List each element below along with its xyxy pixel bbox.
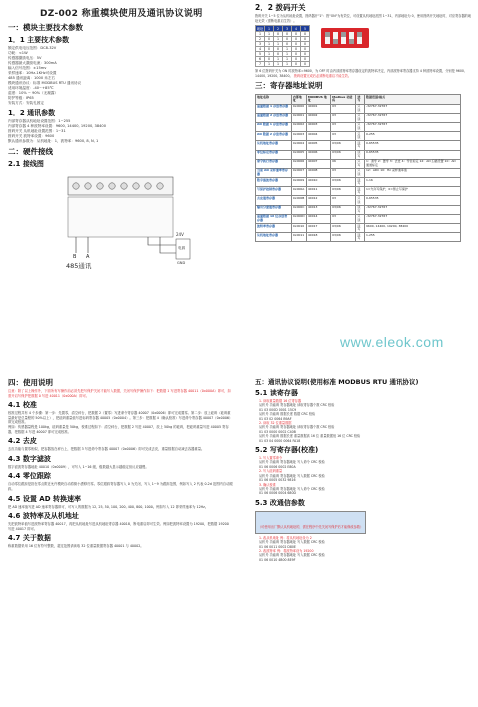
write-protect-warning: 注意：除了以上操作外，下面所有写操作前必须先把写保护关闭才能写入数据，关闭写保护操作如下：把数据 1 写进寄存器 40011（0x000A）即可，如需开启写保护把数据 0 写进 40011（0x000A）即可。 <box>8 389 231 398</box>
example-label: 3. 确认校准 <box>259 482 276 487</box>
table-cell: 0 <box>301 62 310 67</box>
table-cell: 数字滤波寄存器 <box>256 178 292 187</box>
spec-list <box>8 46 220 106</box>
register-row <box>256 233 461 242</box>
left-bottom-column <box>8 375 233 705</box>
table-cell: 0x0010 <box>291 224 306 233</box>
table-cell: 0 <box>283 32 292 37</box>
table-cell: 读写 <box>356 233 365 242</box>
table-cell: 03/06 <box>331 178 356 187</box>
table-cell: 0 <box>265 57 274 62</box>
table-cell: 40018 <box>306 233 330 242</box>
subsection-heading: 5.3 改通信参数 <box>255 498 305 507</box>
table-cell: 只读 <box>356 214 365 223</box>
table-cell: 0 <box>301 57 310 62</box>
table-cell: 03 <box>331 122 356 131</box>
section-heading: 二：硬件接线 <box>8 147 53 156</box>
spec-item: 额定供电电压范围：DC8-32V <box>8 46 57 50</box>
example-send-frame: 01 06 0010 4B00 8E9F <box>259 557 296 562</box>
table-cell: 06 <box>331 159 356 168</box>
table-cell: 0x0003 <box>291 132 306 141</box>
table-cell: 读写 <box>356 141 365 150</box>
example-confirm-calibration <box>259 483 473 496</box>
table-cell: 1 <box>274 57 283 62</box>
table-cell: 只读 <box>356 122 365 131</box>
example-send-header: 从机号 功能码 寄存器地址 写入数据 CRC 校验 <box>259 473 325 478</box>
label-24v: 24V <box>176 232 184 237</box>
table-cell: 40008 <box>306 168 330 177</box>
tare-text: 去皮功能与置零相似，把容器放在秤台上，把数据 3 写进命令寄存器 40007（0x0006）即可完成去皮，重量数据自动减去容器重量。 <box>8 447 205 452</box>
table-cell: 0 <box>265 47 274 52</box>
table-cell: 读写 <box>356 224 365 233</box>
dip-header-cell: 1 <box>265 26 274 32</box>
table-cell: 波特率寄存器 <box>256 224 292 233</box>
table-cell: 零位标定寄存器 <box>256 150 292 159</box>
highlight-note <box>255 511 366 534</box>
table-cell: -32767-32767 <box>365 214 461 223</box>
spec-item: 适用环境温度：-40~+85℃ <box>8 86 54 90</box>
register-row <box>256 168 461 177</box>
table-cell: 1：清零 2：置零 3：去皮 4：零位标定 12：AD 扫描设置 10：AD 通道标定 <box>365 159 461 168</box>
table-cell: 从机地址寄存器 <box>256 233 292 242</box>
register-row <box>256 132 461 141</box>
dip-header-cell: 5 <box>301 26 310 32</box>
dip-header-cell: 3 <box>283 26 292 32</box>
table-cell: 重量数据 2 存放寄存器 <box>256 113 292 122</box>
wiring-diagram <box>8 173 188 268</box>
subsection-heading: 1．2 通讯参数 <box>8 109 56 117</box>
table-cell: 1 <box>265 52 274 57</box>
example-label: 1. 改从机地址 例：将从机地址设为 2 <box>259 535 312 540</box>
dip-table <box>255 25 310 67</box>
module-body <box>68 197 173 237</box>
table-cell: 40006 <box>306 150 330 159</box>
register-header-cell: 地址名称 <box>256 95 292 104</box>
example-send-frame: 01 06 0006 0004 680D <box>259 491 296 496</box>
table-cell: 0x000B <box>291 196 306 205</box>
example-send-frame: 01 03 0000 0002 C40B <box>259 429 296 434</box>
table-cell: 0x0009 <box>291 178 306 187</box>
table-cell: 0 <box>301 42 310 47</box>
table-cell: AD 数据 1 存放寄存器 <box>256 122 292 131</box>
example-send-header: 从机号 功能码 寄存器地址 读取寄存器个数 CRC 校验 <box>259 425 335 430</box>
table-cell: 03 <box>331 132 356 141</box>
table-cell: 0 <box>283 37 292 42</box>
table-cell: 40014 <box>306 214 330 223</box>
table-cell: 1=允许写保护，0=禁止写保护 <box>365 187 461 196</box>
table-cell: 0 <box>292 52 301 57</box>
table-cell: 0-65535 <box>365 196 461 205</box>
label-485: 485通讯 <box>66 262 92 270</box>
example-send-header: 从机号 功能码 寄存器地址 写入数据 CRC 校验 <box>259 553 325 558</box>
register-row <box>256 214 461 223</box>
page-title: DZ-002 称重模块使用及通讯协议说明 <box>40 9 203 19</box>
table-cell: 0x000A <box>291 187 306 196</box>
register-header-cell: 数据范围/格式 <box>365 95 461 104</box>
table-cell: 4 <box>256 47 265 52</box>
register-row <box>256 150 461 159</box>
table-cell: 重量数据 16 位存放寄存器 <box>256 214 292 223</box>
example-send-header: 从机号 功能码 寄存器地址 写入数据 CRC 校验 <box>259 540 325 545</box>
comm-item: 内部寄存器从机地址设置范围：1~255 <box>8 119 71 123</box>
example-label: 2. 读取 32 位重量数据 <box>259 421 292 426</box>
table-cell: 40012 <box>306 196 330 205</box>
label-power: 电源 <box>178 246 186 250</box>
table-cell: 40002 <box>306 113 330 122</box>
wiring-diagram-svg <box>8 173 198 273</box>
table-cell: 1 <box>265 42 274 47</box>
example-send-frame: 01 03 000D 0001 15C9 <box>259 407 297 412</box>
register-header-cell: 内部地址 <box>291 95 306 104</box>
zero-track-text: 自动零位跟踪是指在零点附近允许模块自动将微小漂移归零。零位跟踪寄存器写入 0 为关闭，写入 1~9 为跟踪范围，例如写入 2 代表 0.2d 范围内自动跟踪。 <box>8 482 233 491</box>
subsection-heading: 4.1 校准 <box>8 401 37 410</box>
table-cell: 只读 <box>356 104 365 113</box>
table-cell: 2 <box>256 37 265 42</box>
example-read-16bit <box>259 399 473 421</box>
section-heading: 一：模块主要技术参数 <box>8 23 83 32</box>
baud-note-text: 第 6 位拨码开关为 ON 时波特率=9600，为 OFF 时由内部波特率寄存器设定的波特率决定，内部波特率寄存器支持 4 种波特率设置，分别是 9600, 14400, 19200, 38400。 <box>255 69 465 78</box>
table-cell: 0 <box>292 47 301 52</box>
table-cell: 1-16 <box>365 178 461 187</box>
example-label: 1. 写入置零命令 <box>259 456 283 461</box>
table-cell: -32767-32767 <box>365 104 461 113</box>
table-cell: 0 <box>301 47 310 52</box>
example-label: 2. 写入砝码重量 <box>259 469 283 474</box>
table-cell: AD 数据 2 存放寄存器 <box>256 132 292 141</box>
comm-item: 拨码开关 波特率设置：9600 <box>8 134 55 138</box>
table-cell: 0x000C <box>291 205 306 214</box>
register-row <box>256 141 461 150</box>
table-cell: 03 <box>331 196 356 205</box>
subsection-heading: 5.1 读寄存器 <box>255 389 298 397</box>
table-cell: 读写 <box>356 205 365 214</box>
table-cell: 去皮值寄存器 <box>256 196 292 205</box>
table-cell: 1 <box>265 62 274 67</box>
example-recv-header: 从机号 功能码 数据长度 重量数据高 16 位 重量数据低 16 位 CRC 校验 <box>259 434 361 439</box>
table-cell: 03/06 <box>331 141 356 150</box>
table-cell: 0-65535 <box>365 150 461 159</box>
table-cell: 40013 <box>306 205 330 214</box>
table-cell: 0x000D <box>291 214 306 223</box>
example-change-address <box>259 536 473 549</box>
table-cell: 03 <box>331 113 356 122</box>
example-read-32bit <box>259 421 473 443</box>
table-cell: 1 <box>265 32 274 37</box>
dip-intro: 拨码开关 1~5 位为从机地址设置，拨码器开"1"：拨"ON"为有效位，可设置从机地址范围 1~31，内部地址为 0，使用拨码开关地址时，对应寄存器的地址无效（需断电重启生效）。 <box>255 14 472 23</box>
dip-header-cell: 地址 <box>256 27 264 32</box>
table-cell: 03 <box>331 104 356 113</box>
table-cell: 03/06 <box>331 205 356 214</box>
table-cell: 0-65535 <box>365 141 461 150</box>
example-send-header: 从机号 功能码 寄存器地址 写入命令 CRC 校验 <box>259 460 325 465</box>
spec-item: 防护等级：IP65 <box>8 96 34 100</box>
comm-item: 拨码开关 从机地址设置范围：1~31 <box>8 129 66 133</box>
table-cell: 命令执行寄存器 <box>256 159 292 168</box>
table-cell: 9600, 14400, 19200, 38400 <box>365 224 461 233</box>
table-cell: 重量数据 1 存放寄存器 <box>256 104 292 113</box>
subsection-heading: 2.1 接线图 <box>8 160 44 168</box>
table-cell: 1 <box>283 62 292 67</box>
table-cell: 0x0002 <box>291 122 306 131</box>
spec-item: 安装方式：安装孔固定 <box>8 101 44 105</box>
right-bottom-column <box>255 375 473 705</box>
table-cell: 0 <box>292 37 301 42</box>
table-cell: 只读 <box>356 113 365 122</box>
subsection-heading: 4.2 去皮 <box>8 437 37 446</box>
subsection-heading: 1．1 主要技术参数 <box>8 36 70 44</box>
example-label: 2. 改波特率 例：将波特率设为 19200 <box>259 548 314 553</box>
spec-item: 功耗：<1W <box>8 51 28 55</box>
subsection-heading: 4.6 波特率及从机地址 <box>8 512 79 521</box>
table-cell: 1 <box>283 57 292 62</box>
table-cell: 1-255 <box>365 233 461 242</box>
table-cell: 1 <box>283 52 292 57</box>
table-cell: 1 <box>283 47 292 52</box>
example-write-weight <box>259 469 473 482</box>
table-cell: 40010 <box>306 178 330 187</box>
table-cell: 03 <box>331 168 356 177</box>
table-cell: 40005 <box>306 141 330 150</box>
filter-text: 数字滤波寄存器地址 40010（0x0009），可写入 1~16 级，级数越大显示越稳定但反应越慢。 <box>8 464 149 469</box>
label-a: A <box>86 254 90 260</box>
dip-switch-image <box>320 25 370 51</box>
table-cell: 0 <box>274 32 283 37</box>
table-cell: 0x0005 <box>291 150 306 159</box>
ad-rate-text: 把 AD 速率值写进 AD 速率寄存器即可，可写入的数据为 12, 25, 50, 100, 200, 400, 800, 1000。例如写入 12 即采样速率为 12Hz。 <box>8 504 209 509</box>
table-cell: 0x0006 <box>291 159 306 168</box>
table-cell: 1 <box>274 37 283 42</box>
example-send-frame: 01 06 0006 0002 E80A <box>259 464 296 469</box>
example-recv-header: 从机号 功能码 数据长度 数据 CRC 校验 <box>259 412 316 417</box>
table-cell: 40004 <box>306 132 330 141</box>
watermark: www.eleok.com <box>340 334 444 350</box>
calibration-example: 例如：传感器量程是 100kg，砝码重量是 50kg，校准过程如下：清空秤台，把数据 2 写进 40007，放上 50kg 的砝码，把砝码重量写进 40005 寄存器，把数据 4 写进 40007 即可完成校准。 <box>8 424 229 434</box>
register-row <box>256 104 461 113</box>
table-cell: 只读 <box>356 132 365 141</box>
spec-item: 输入信号范围：±15mv <box>8 66 47 70</box>
table-cell: 5 <box>256 52 265 57</box>
table-cell: 0 <box>274 52 283 57</box>
section-heading: 四：使用说明 <box>8 378 53 387</box>
example-send-header: 从机号 功能码 寄存器地址 写入命令 CRC 校验 <box>259 486 325 491</box>
table-cell: 0 <box>301 32 310 37</box>
spec-item: 模块通讯协议：标准 MODBUS RTU 通讯协议 <box>8 81 82 85</box>
data-text: 称重数据采用 16 位有符号整数，超过范围请读取 32 位重量数据寄存器 40001 与 40002。 <box>8 544 144 549</box>
calibration-text: 校准过程共有 4 个步骤：第一步：先置零，清空秤台，把数据 2（置零）写进命令寄存器 40007（0x0006）即可完成置零。第二步：放上砝码（砝码重量最好是总量程的 50%以上），把砝码重量值写进标码寄存器 40005（0x0004）。第三步：把数据 4（确认校准）写进命令寄存器 40007（0x0006）即完成校准。 <box>8 411 233 425</box>
baud-note <box>255 69 473 78</box>
table-cell: 0-255 <box>365 132 461 141</box>
subsection-heading: 5.2 写寄存器(校准) <box>255 446 319 455</box>
table-cell: 只写 <box>356 159 365 168</box>
table-cell: 0x0000 <box>291 104 306 113</box>
baud-note-warning: 拨码设置完成后必须断电重启才能生效。 <box>293 73 352 78</box>
dip-header-cell: 2 <box>274 26 283 32</box>
table-cell: -32767-32767 <box>365 113 461 122</box>
example-write-zero <box>259 456 473 469</box>
table-cell: 0x0011 <box>291 233 306 242</box>
register-row <box>256 224 461 233</box>
register-table <box>255 94 461 242</box>
example-send-frame: 01 06 0011 0002 D80E <box>259 544 296 549</box>
register-row <box>256 205 461 214</box>
dip-header-cell: 4 <box>292 26 301 32</box>
table-cell: 03/06 <box>331 233 356 242</box>
spec-item: 传感器激励电压：5V <box>8 56 42 60</box>
table-cell: 写保护控制寄存器 <box>256 187 292 196</box>
table-cell: 从机地址寄存器 <box>256 141 292 150</box>
table-cell: 03 <box>331 214 356 223</box>
table-cell: 40011 <box>306 187 330 196</box>
table-cell: 0 <box>274 47 283 52</box>
table-cell: 0 <box>292 62 301 67</box>
register-header-cell: MODBUS 地址 <box>306 95 330 104</box>
subsection-heading: 4.3 数字滤波 <box>8 454 51 463</box>
wires <box>76 237 178 253</box>
register-header-cell: 读写 <box>356 95 365 104</box>
table-cell: 03/06 <box>331 187 356 196</box>
table-cell: -32767-32767 <box>365 205 461 214</box>
table-cell: 6 <box>256 57 265 62</box>
example-recv-frame: 01 03 04 0000 0064 FA18 <box>259 438 301 443</box>
spec-item: 采样速率：10Hz-1KHz可设置 <box>8 71 57 75</box>
highlight-note-text: （可使用出厂默认从机地址的，需在程序中先关闭写保护后才能修改参数） <box>258 524 364 529</box>
register-row <box>256 159 461 168</box>
table-cell: 0x0007 <box>291 168 306 177</box>
right-top-column <box>255 0 473 330</box>
dip-row <box>256 62 310 67</box>
subsection-heading: 4.7 关于数据 <box>8 534 51 543</box>
table-cell: 03/06 <box>331 224 356 233</box>
table-cell: 3 <box>256 42 265 47</box>
table-cell: 0 <box>292 57 301 62</box>
table-cell: 0 <box>292 32 301 37</box>
subsection-heading: 4.5 设置 AD 转换速率 <box>8 494 81 503</box>
table-cell: 读写 <box>356 187 365 196</box>
label-gnd: GND <box>177 261 186 265</box>
table-cell: 03/06 <box>331 150 356 159</box>
example-send-header: 从机号 功能码 寄存器地址 读取寄存器个数 CRC 校验 <box>259 403 335 408</box>
table-cell: 0 <box>292 42 301 47</box>
table-cell: 0 <box>301 37 310 42</box>
table-cell: 输出分度值寄存器 <box>256 205 292 214</box>
register-row <box>256 196 461 205</box>
example-change-baud <box>259 549 473 562</box>
dip-section <box>255 25 473 67</box>
table-cell: -32767-32767 <box>365 122 461 131</box>
comm-item: 默认通讯参数为：从机地址：1，波特率：9600, 8, N, 1 <box>8 139 99 143</box>
table-cell: 0 <box>301 52 310 57</box>
example-label: 1. 读取重量数据 16 位寄存器 <box>259 399 302 403</box>
register-header-cell: Modbus 功能码 <box>331 95 356 104</box>
left-top-column <box>8 20 220 350</box>
table-cell: 40017 <box>306 224 330 233</box>
table-cell: 只读 <box>356 168 365 177</box>
subsection-heading: 4.4 零位跟踪 <box>8 472 51 481</box>
table-cell: 7 <box>256 62 265 67</box>
table-cell: 0 <box>283 42 292 47</box>
section-heading: 2．2 拨码开关 <box>255 3 306 12</box>
comm-list <box>8 119 220 144</box>
spec-item: 485 通讯距离：1000 米左右 <box>8 76 56 80</box>
comm-item: 内部寄存器 4 种波特率设置：9600, 14400, 19200, 38400 <box>8 124 106 128</box>
table-cell: 只读 <box>356 196 365 205</box>
table-cell: 40003 <box>306 122 330 131</box>
section-heading: 五：通讯协议说明(使用标准 MODBUS RTU 通讯协议) <box>255 378 419 386</box>
section-heading: 三：寄存器地址说明 <box>255 81 323 91</box>
table-cell: 0x0001 <box>291 113 306 122</box>
label-b: B <box>73 254 77 260</box>
register-row <box>256 122 461 131</box>
table-cell: 0x0004 <box>291 141 306 150</box>
table-cell: 40007 <box>306 159 330 168</box>
table-cell: 12：ADC 10：Hz 采样速率值 <box>365 168 461 177</box>
register-row <box>256 178 461 187</box>
table-cell: 1 <box>274 42 283 47</box>
table-cell: 0 <box>265 37 274 42</box>
table-cell: 1 <box>256 32 265 37</box>
spec-item: 传感器最大激励电流：300mA <box>8 61 57 65</box>
register-row <box>256 187 461 196</box>
table-cell: 读写 <box>356 150 365 159</box>
table-cell: 读写 <box>356 178 365 187</box>
register-header-row <box>256 95 461 104</box>
baud-address-text: 先把波特率值写进波特率寄存器 40017，再把从机地址写进从机地址寄存器 40018，断电重启即可生效。例如把波特率设置为 19200，把数据 19200 写进 40017 即可。 <box>8 522 229 531</box>
spec-item: 湿度：10% ~ 90%（无凝露） <box>8 91 59 95</box>
table-cell: 当前 AD 采样速率寄存器 <box>256 168 292 177</box>
table-cell: 1 <box>274 62 283 67</box>
example-recv-frame: 01 03 02 0064 B9AF <box>259 416 292 421</box>
table-cell: 40001 <box>306 104 330 113</box>
example-send-frame: 01 06 0005 0032 9816 <box>259 478 296 483</box>
